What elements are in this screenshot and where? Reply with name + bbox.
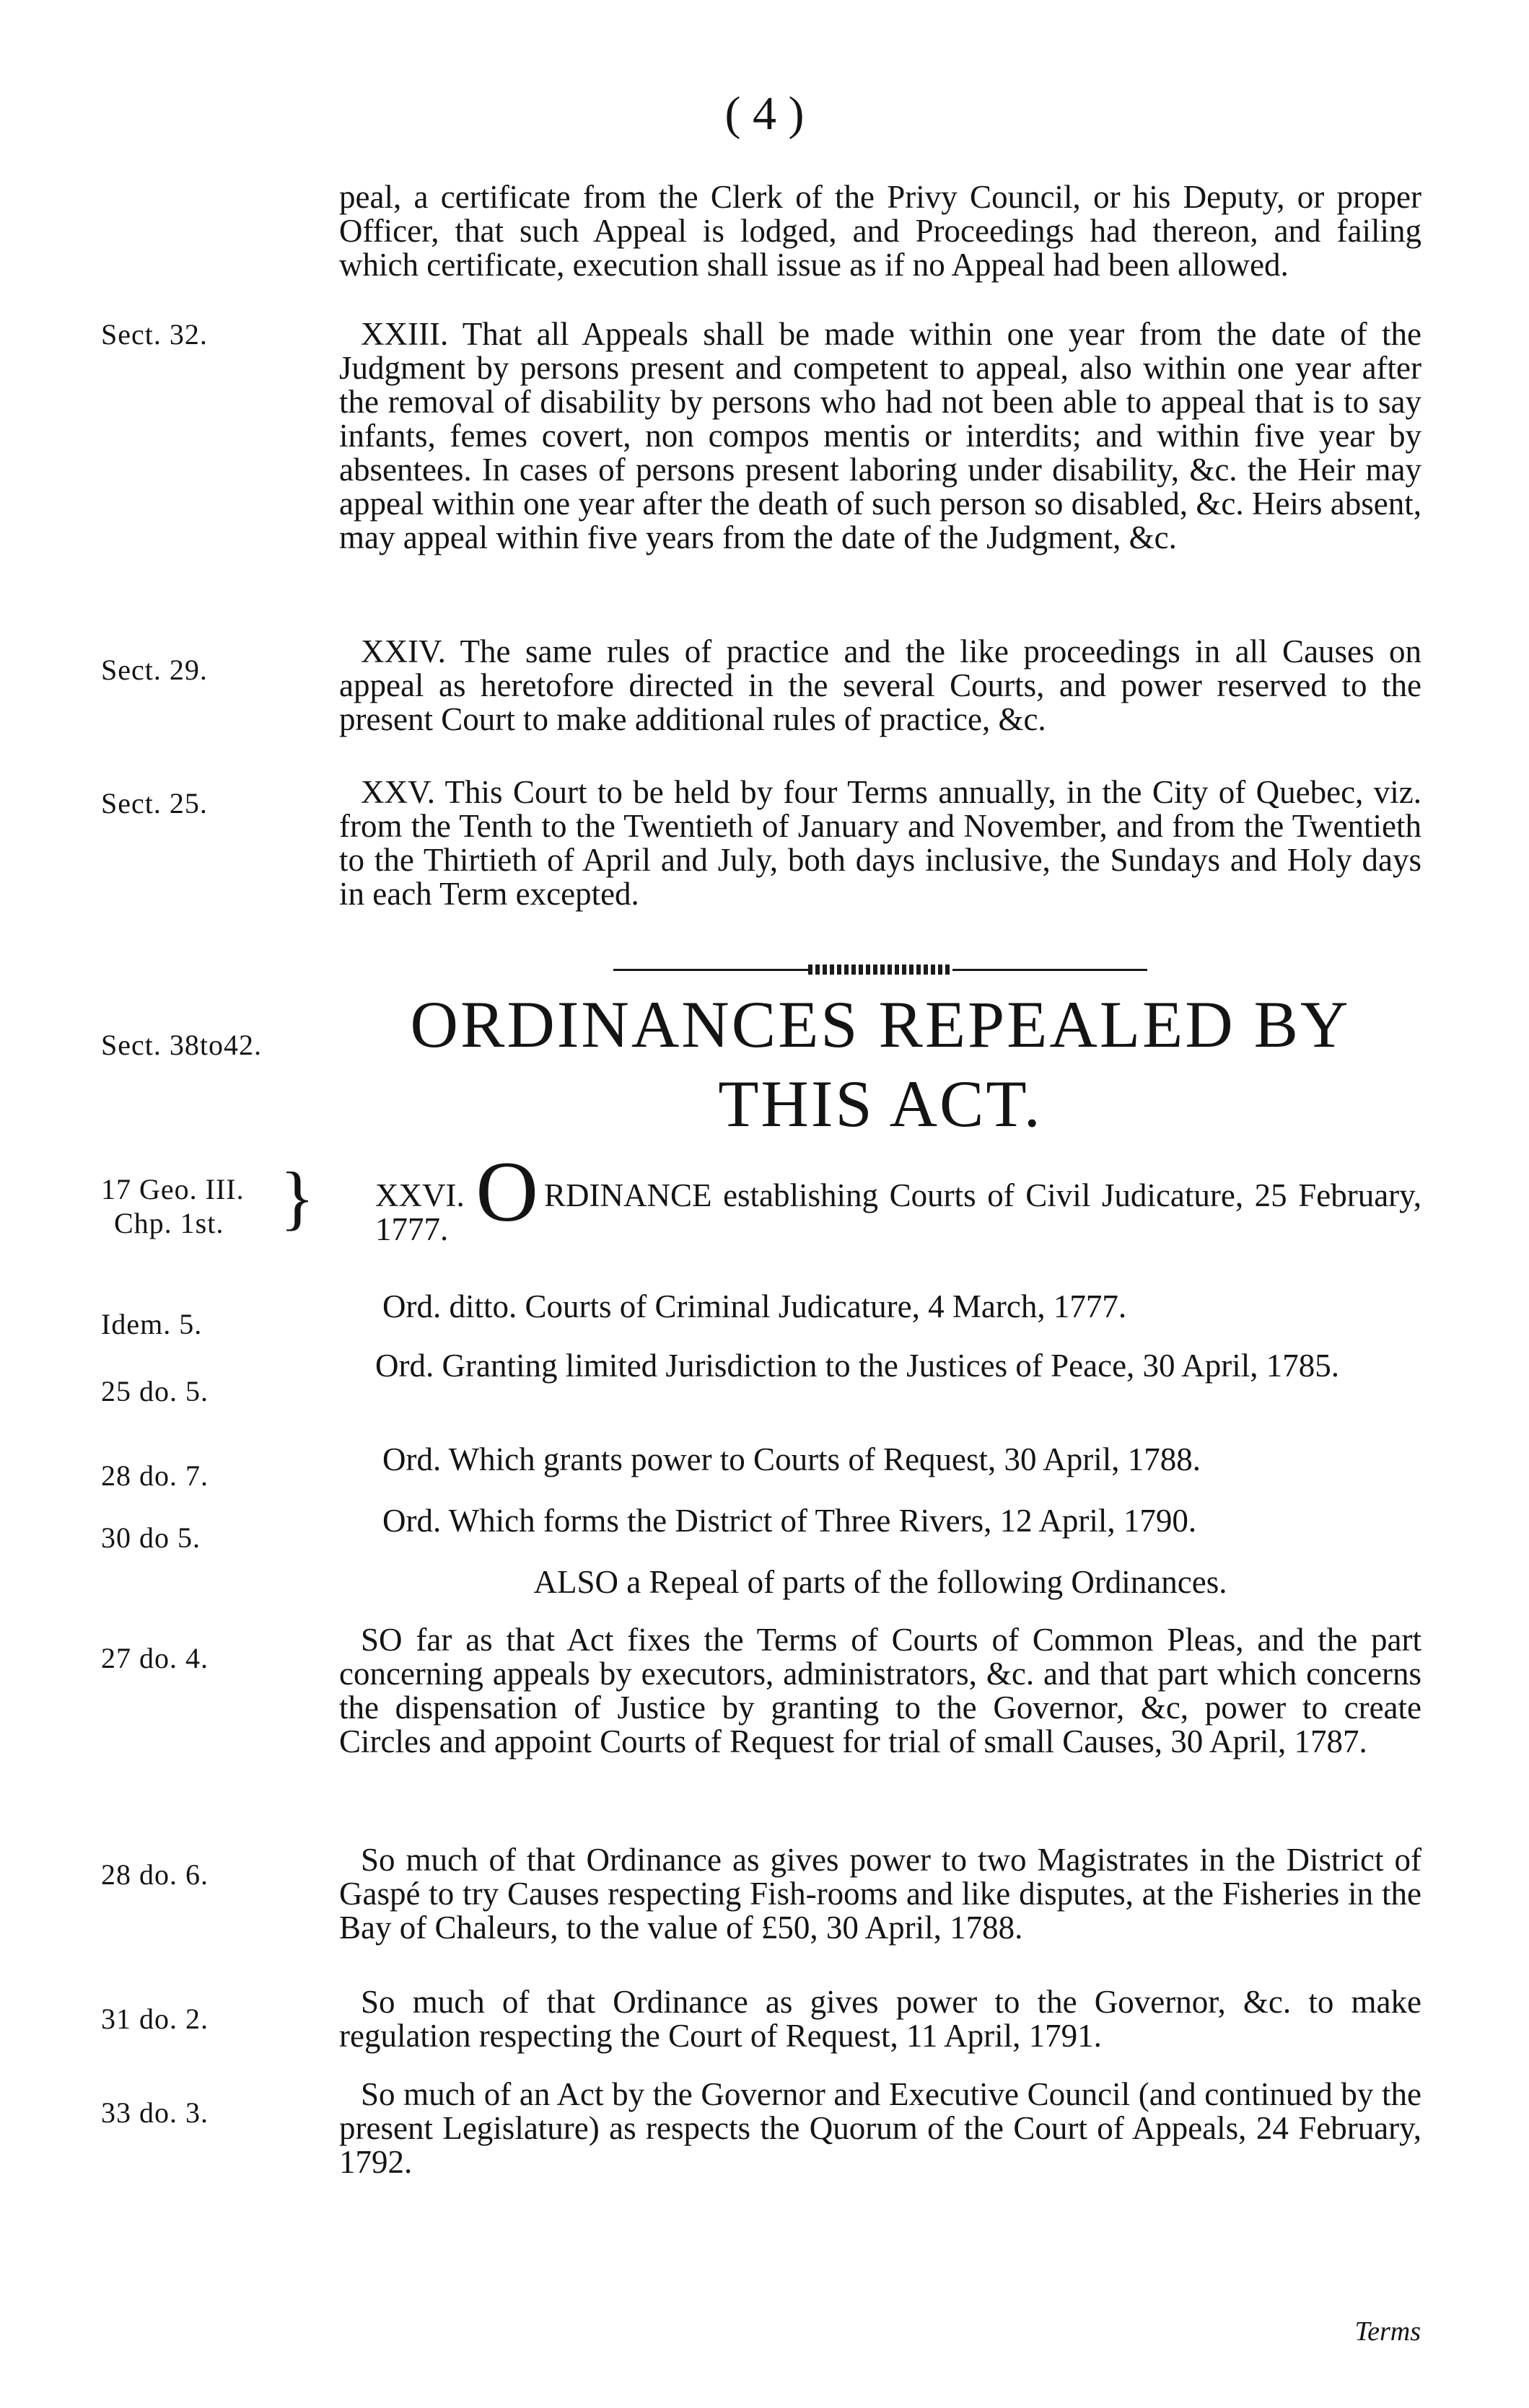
catchword: Terms xyxy=(1354,2316,1421,2347)
section-paragraph: XXIII. That all Appeals shall be made within one year from the date of the Judgment by persons present and competent to appeal, also within one year after the removal of disability by persons who had not been able to appeal that is to say infants, femes covert, non compos mentis or interdits; and within five year by absentees. In cases of persons present laboring under disability, &c. the Heir may appeal within one year after the death of such person so disabled, &c. Heirs absent, may appeal within five years from the date of the Judgment, &c. xyxy=(339,316,1421,555)
first-ordinance-text: RDINANCE establishing Courts of Civil Judicature, 25 February, 1777. xyxy=(375,1177,1421,1247)
ornamental-divider xyxy=(613,964,1147,975)
section-paragraph: XXV. This Court to be held by four Terms annually, in the City of Quebec, viz. from the Tenth to the Twentieth of January and November, and from the Twentieth to the Thirtieth of April and July, both days inclusive, the Sundays and Holy days in each Term excepted. xyxy=(339,774,1421,912)
ordinance-margin-note: 30 do 5. xyxy=(101,1521,201,1554)
ordinance-item: Ord. ditto. Courts of Criminal Judicature, 4 March, 1777. xyxy=(382,1288,1127,1324)
page-number: ( 4 ) xyxy=(724,87,805,140)
ordinance-margin-note: 17 Geo. III. xyxy=(101,1173,245,1205)
section-paragraph: XXIV. The same rules of practice and the like proceedings in all Causes on appeal as heretofore directed in the several Courts, and power reserved to the present Court to make additional rules of practice, &c. xyxy=(339,633,1421,737)
also-repeal-line: ALSO a Repeal of parts of the following Ordinances. xyxy=(533,1564,1227,1600)
section-margin-note: Sect. 25. xyxy=(101,787,208,819)
first-ordinance-paragraph xyxy=(375,1143,1421,1247)
repeal-margin-note: 27 do. 4. xyxy=(101,1642,209,1674)
margin-brace: } xyxy=(280,1157,315,1237)
drop-cap: O xyxy=(476,1143,538,1239)
repeal-paragraph: So much of that Ordinance as gives power to two Magistrates in the District of Gaspé to try Causes respecting Fish-rooms and like disputes, at the Fisheries in the Bay of Chaleurs, to the value of £50, 30 April, 1788. xyxy=(339,1842,1421,1946)
ordinance-numeral: XXVI. xyxy=(375,1177,465,1213)
heading-line-2: THIS ACT. xyxy=(718,1067,1043,1141)
ordinance-margin-note: Idem. 5. xyxy=(101,1308,203,1340)
ordinance-item: Ord. Granting limited Jurisdiction to the Justices of Peace, 30 April, 1785. xyxy=(375,1348,1340,1384)
repeal-paragraph: So much of that Ordinance as gives power to the Governor, &c. to make regulation respecting the Court of Request, 11 April, 1791. xyxy=(339,1984,1421,2054)
ordinance-margin-note: 25 do. 5. xyxy=(101,1375,209,1407)
section-margin-note: Sect. 32. xyxy=(101,318,208,351)
divider-ornament xyxy=(808,964,952,975)
ordinance-item: Ord. Which grants power to Courts of Request, 30 April, 1788. xyxy=(382,1441,1201,1477)
repeal-paragraph: SO far as that Act fixes the Terms of Courts of Common Pleas, and the part concerning appeals by executors, administrators, &c. and that part which concerns the dispensation of Justice by granting to the Governor, &c, power to create Circles and appoint Courts of Request for trial of small Causes, 30 April, 1787. xyxy=(339,1622,1421,1759)
repeal-paragraph: So much of an Act by the Governor and Executive Council (and continued by the present Legislature) as respects the Quorum of the Court of Appeals, 24 February, 1792. xyxy=(339,2076,1421,2180)
ordinance-margin-note-line2: Chp. 1st. xyxy=(114,1207,224,1239)
repeal-margin-note: 28 do. 6. xyxy=(101,1858,209,1891)
repeal-margin-note: 31 do. 2. xyxy=(101,2003,209,2035)
repeal-margin-note: 33 do. 3. xyxy=(101,2096,209,2129)
ordinance-item: Ord. Which forms the District of Three Rivers, 12 April, 1790. xyxy=(382,1503,1197,1539)
heading-margin-note: Sect. 38to42. xyxy=(101,1029,262,1061)
section-margin-note: Sect. 29. xyxy=(101,654,208,686)
ordinance-margin-note: 28 do. 7. xyxy=(101,1459,209,1492)
intro-paragraph: peal, a certificate from the Clerk of the Privy Council, or his Deputy, or proper Officer, that such Appeal is lodged, and Proceedings had thereon, and failing which certificate, execution shall issue as if no Appeal had been allowed. xyxy=(339,179,1421,283)
heading-line-1: ORDINANCES REPEALED BY xyxy=(410,988,1351,1061)
